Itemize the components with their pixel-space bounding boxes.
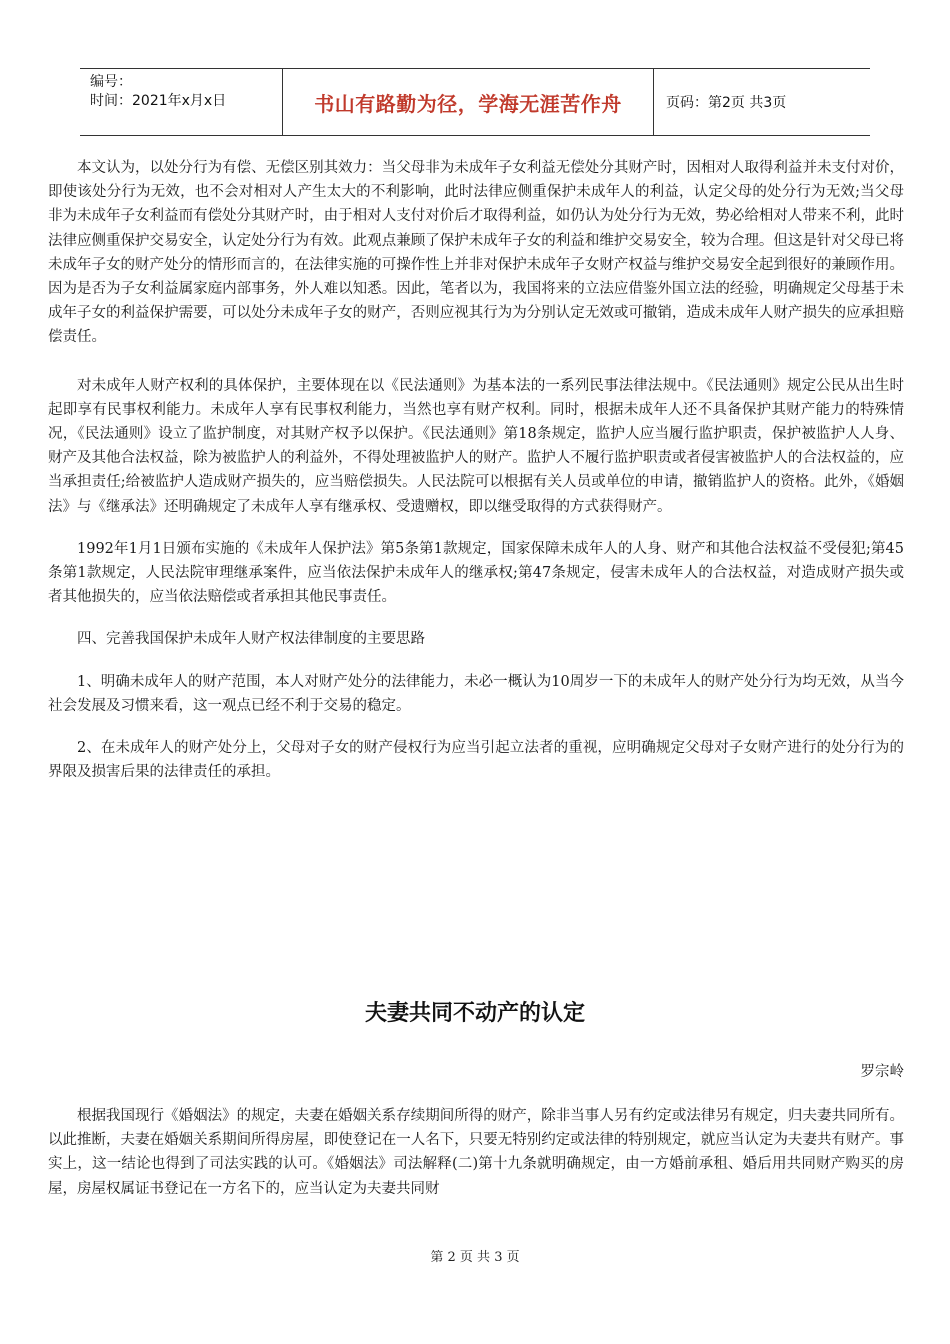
paragraph: 2、在未成年人的财产处分上，父母对子女的财产侵权行为应当引起立法者的重视，应明确规定父母对子女财产进行的处分行为的界限及损害后果的法律责任的承担。 bbox=[48, 740, 904, 781]
paragraph: 1、明确未成年人的财产范围，本人对财产处分的法律能力，未必一概认为10周岁一下的未成年人的财产处分行为均无效，从当今社会发展及习惯来看，这一观点已经不利于交易的稳定。 bbox=[48, 673, 904, 714]
paragraph: 1992年1月1日颁布实施的《未成年人保护法》第5条第1款规定，国家保障未成年人的人身、财产和其他合法权益不受侵犯;第45条第1款规定，人民法院审理继承案件，应当依法保护未成年人的继承权;第47条规定，侵害未成年人的合法权益，对造成财产损失或者其他损失的，应当依法赔偿或者承担其他民事责任。 bbox=[48, 540, 904, 606]
section-heading: 四、完善我国保护未成年人财产权法律制度的主要思路 bbox=[77, 631, 425, 648]
paragraph: 对未成年人财产权利的具体保护，主要体现在以《民法通则》为基本法的一系列民事法律法规中。《民法通则》规定公民从出生时起即享有民事权利能力。未成年人享有民事权利能力，当然也享有财产权利。同时，根据未成年人还不具备保护其财产能力的特殊情况，《民法通则》设立了监护制度，对其财产权予以保护。《民法通则》第18条规定，监护人应当履行监护职责，保护被监护人人身、财产及其他合法权益，除为被监护人的利益外，不得处理被监护人的财产。监护人不履行监护职责或者侵害被监护人的合法权益的，应当承担责任;给被监护人造成财产损失的，应当赔偿损失。人民法院可以根据有关人员或单位的申请，撤销监护人的资格。此外，《婚姻法》与《继承法》还明确规定了未成年人享有继承权、受遗赠权，即以继受取得的方式获得财产。 bbox=[48, 377, 904, 515]
article-body bbox=[48, 1104, 904, 1201]
header-motto: 书山有路勤为径，学海无涯苦作舟 bbox=[282, 69, 654, 135]
article-author: 罗宗岭 bbox=[860, 1064, 904, 1080]
page-header bbox=[80, 68, 870, 136]
paragraph: 本文认为，以处分行为有偿、无偿区别其效力：当父母非为未成年子女利益无偿处分其财产时，因相对人取得利益并未支付对价，即使该处分行为无效，也不会对相对人产生太大的不利影响，此时法律应侧重保护未成年人的利益，认定父母的处分行为无效;当父母非为未成年子女利益而有偿处分其财产时，由于相对人支付对价后才取得利益，如仍认为处分行为无效，势必给相对人带来不利，此时法律应侧重保护交易安全，认定处分行为有效。此观点兼顾了保护未成年子女的利益和维护交易安全，较为合理。但这是针对父母已将未成年子女的财产处分的情形而言的，在法律实施的可操作性上并非对保护未成年子女财产权益与维护交易安全起到很好的兼顾作用。因为是否为子女利益属家庭内部事务，外人难以知悉。因此，笔者以为，我国将来的立法应借鉴外国立法的经验，明确规定父母基于未成年子女的利益保护需要，可以处分未成年子女的财产，否则应视其行为为分别认定无效或可撤销，造成未成年人财产损失的应承担赔偿责任。 bbox=[48, 160, 904, 346]
article-title: 夫妻共同不动产的认定 bbox=[364, 1001, 585, 1026]
header-date-label: 时间：2021年x月x日 bbox=[90, 93, 227, 109]
header-number-label: 编号： bbox=[90, 74, 132, 90]
header-page-info: 页码：第2页 共3页 bbox=[666, 95, 787, 111]
header-meta bbox=[80, 69, 282, 135]
paragraph: 根据我国现行《婚姻法》的规定，夫妻在婚姻关系存续期间所得的财产，除非当事人另有约定或法律另有规定，归夫妻共同所有。以此推断，夫妻在婚姻关系期间所得房屋，即使登记在一人名下，只要无特别约定或法律的特别规定，就应当认定为夫妻共有财产。事实上，这一结论也得到了司法实践的认可。《婚姻法》司法解释(二)第十九条就明确规定，由一方婚前承租、婚后用共同财产购买的房屋，房屋权属证书登记在一方名下的，应当认定为夫妻共同财 bbox=[48, 1108, 904, 1197]
main-content bbox=[48, 156, 904, 784]
page-footer: 第 2 页 共 3 页 bbox=[430, 1250, 520, 1265]
